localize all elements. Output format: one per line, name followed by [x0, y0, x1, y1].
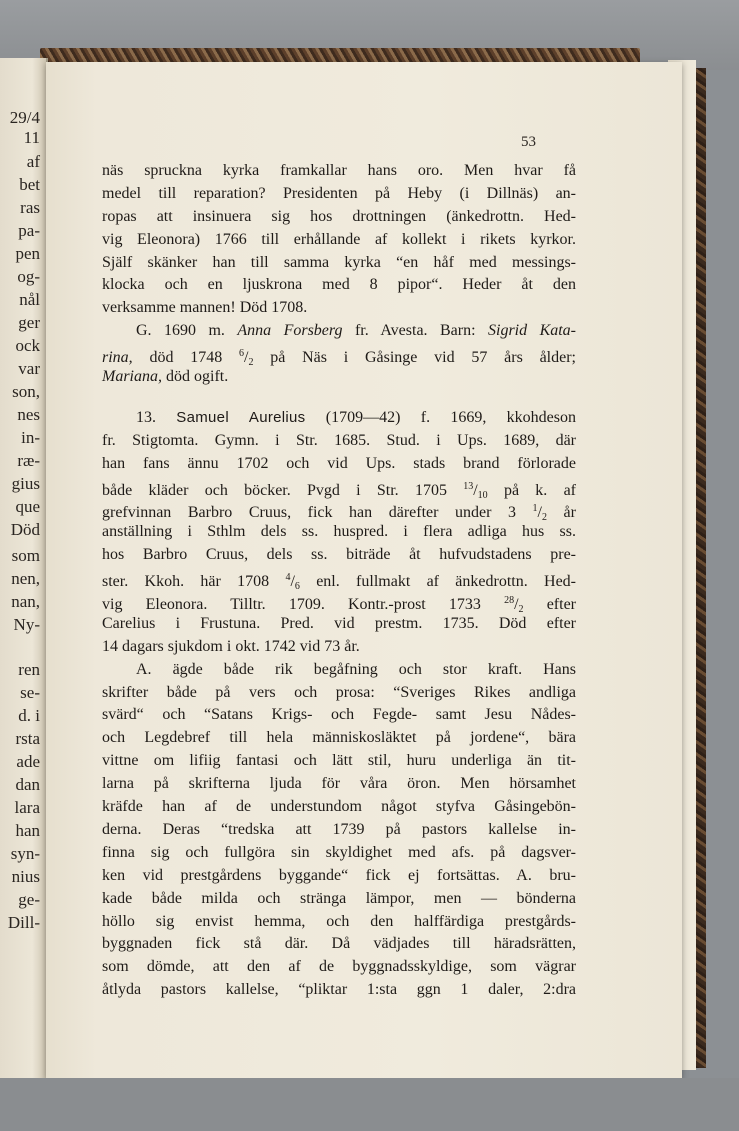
- left-page-text-fragment: 11: [23, 128, 40, 147]
- text-line: som dömde, att den af de byggnadsskyldige, som vägrar: [102, 958, 576, 976]
- text-line: både kläder och böcker. Pvgd i Str. 1705 $^{13}/_{10}$ på k. af: [102, 480, 577, 501]
- left-page-text-fragment: se-: [20, 683, 40, 702]
- left-page-text-fragment: ras: [20, 198, 40, 217]
- text-line: rina, död 1748 $^6/_2$ på Näs i Gåsinge vid 57 års ålder;: [102, 348, 577, 369]
- left-page-text-fragment: son,: [12, 382, 40, 401]
- left-page-text-fragment: nes: [17, 405, 40, 424]
- left-page-text-fragment: lara: [14, 798, 40, 817]
- left-page-text-fragment: han: [15, 821, 40, 840]
- spouse-name: Anna Forsberg: [237, 322, 343, 340]
- text-line: fr. Stigtomta. Gymn. i Str. 1685. Stud. i Ups. 1689, där: [102, 431, 576, 449]
- left-page-text-fragment: rsta: [15, 729, 40, 748]
- paragraph-1: [102, 160, 576, 320]
- text-line: åtlyda pastors kallelse, “pliktar 1:sta ggn 1 daler, 2:dra: [102, 981, 576, 999]
- text-line: kade både milda och stränga lämpor, men — bönderna: [102, 889, 576, 907]
- text-line: grefvinnan Barbro Cruus, fick han därefter under 3 $^1/_2$ år: [102, 503, 576, 524]
- text-line: hos Barbro Cruus, dels ss. biträde åt hufvudstadens pre-: [102, 546, 576, 564]
- text-line: finna sig och fullgöra sin skyldighet med afs. på dagsver-: [102, 843, 576, 861]
- text-line: anställning i Sthlm dels ss. huspred. i flera adliga hus ss.: [102, 523, 576, 541]
- text-line: Själf skänker han till samma kyrka “en håf med messings-: [102, 253, 576, 271]
- section-heading-name: Samuel Aurelius: [176, 408, 306, 426]
- left-page-text-fragment: d. i: [18, 706, 40, 725]
- text-line: klocka och en ljuskrona med 8 pipor“. Heder åt den: [102, 276, 576, 294]
- text-line: kräfde han af de understundom något styfva Gåsingebön-: [102, 798, 576, 816]
- left-page-text-fragment: in-: [21, 428, 40, 447]
- left-page-text-fragment: som: [11, 546, 40, 565]
- text-line: vittne om lifiig fantasi och lätt stil, huru underliga än tit-: [102, 752, 576, 770]
- text-line: larna på skrifterna ljuda för våra öron. Men hörsamhet: [102, 775, 576, 793]
- text-line: byggnaden fick stå där. Då vädjades till häradsrätten,: [102, 935, 576, 953]
- left-page-text-fragment: nål: [19, 290, 40, 309]
- paragraph-marriage: [102, 320, 576, 389]
- left-page-text-fragment: ræ-: [17, 451, 40, 470]
- left-page-text-fragment: og-: [17, 267, 40, 286]
- left-page-text-fragment: bet: [19, 175, 40, 194]
- left-page-text-fragment: Död: [10, 520, 40, 539]
- left-page-text-fragment: nius: [11, 867, 40, 886]
- left-page-text-fragment: gius: [11, 474, 40, 493]
- left-page-text-fragment: var: [18, 359, 40, 378]
- backdrop-bottom: [0, 1078, 739, 1131]
- left-page-text-fragment: nen,: [11, 569, 40, 588]
- left-page-text-fragment: ade: [16, 752, 40, 771]
- text-line: vig Eleonora) 1766 till erhållande af kollekt i rikets kyrkor.: [102, 230, 576, 248]
- left-page-text-fragment: nan,: [11, 592, 40, 611]
- left-page-text-fragment: pa-: [18, 221, 40, 240]
- text-line: 13. Samuel Aurelius (1709—42) f. 1669, kkohdeson: [136, 408, 576, 426]
- page-text: [102, 160, 576, 1002]
- text-line: verksamme mannen! Död 1708.: [102, 299, 308, 317]
- left-page-text-fragment: 29/4: [9, 108, 40, 127]
- text-line: ken vid prestgårdens byggande“ fick ej fortsättas. A. bru-: [102, 866, 576, 884]
- text-line: ster. Kkoh. här 1708 $^4/_6$ enl. fullmakt af änkedrottn. Hed-: [102, 572, 577, 593]
- left-page-text-fragment: dan: [15, 775, 40, 794]
- left-page-text-fragment: pen: [15, 244, 40, 263]
- text-line: 14 dagars sjukdom i okt. 1742 vid 73 år.: [102, 637, 360, 655]
- left-page-text-fragment: af: [26, 152, 40, 171]
- left-page-margin: [0, 58, 48, 1086]
- text-line: han fans ännu 1702 och vid Ups. stads brand förlorade: [102, 454, 576, 472]
- section-number: 13.: [136, 408, 156, 426]
- text-line: A. ägde både rik begåfning och stor kraft. Hans: [136, 660, 576, 678]
- text-line: svärd“ och “Satans Krigs- och Fegde- samt Jesu Nådes-: [102, 706, 576, 724]
- left-page-text-fragment: Ny-: [13, 615, 40, 634]
- text-line: och Legdebref till hela människosläktet på jordene“, bära: [102, 729, 576, 747]
- left-page-text-fragment: ge-: [18, 890, 40, 909]
- child-name: Sigrid Kata-: [488, 322, 577, 340]
- text-line: Mariana, död ogift.: [102, 368, 229, 386]
- left-page-text-fragment: ger: [18, 313, 40, 332]
- left-page-text-fragment: ren: [18, 660, 40, 679]
- text-line: medel till reparation? Presidenten på Heby (i Dillnäs) an-: [102, 184, 576, 202]
- text-line: näs spruckna kyrka framkallar hans oro. Men hvar få: [102, 162, 576, 179]
- text-line: höllo sig envist hemma, och den halffärdiga prestgårds-: [102, 912, 576, 930]
- left-page-text-fragment: Dill-: [7, 913, 40, 932]
- text-line: skrifter både på vers och prosa: “Sveriges Rikes andliga: [102, 683, 576, 701]
- text-line: ropas att insinuera sig hos drottningen (änkedrottn. Hed-: [102, 207, 576, 225]
- paragraph-aurelius: [102, 659, 576, 1002]
- text-line: derna. Deras “tredska att 1739 på pastors kallelse in-: [102, 820, 576, 838]
- left-page-text-fragment: que: [15, 497, 40, 516]
- left-page-text-fragment: ock: [15, 336, 40, 355]
- text-line: G. 1690 m. Anna Forsberg fr. Avesta. Barn: Sigrid Kata-: [136, 322, 577, 340]
- left-page-text-fragment: syn-: [10, 844, 40, 863]
- page-number: 53: [521, 134, 536, 150]
- text-line: vig Eleonora. Tilltr. 1709. Kontr.-prost 1733 $^{28}/_2$ efter: [102, 595, 576, 616]
- section-13: [102, 407, 576, 659]
- text-line: Carelius i Frustuna. Pred. vid prestm. 1735. Död efter: [102, 614, 576, 632]
